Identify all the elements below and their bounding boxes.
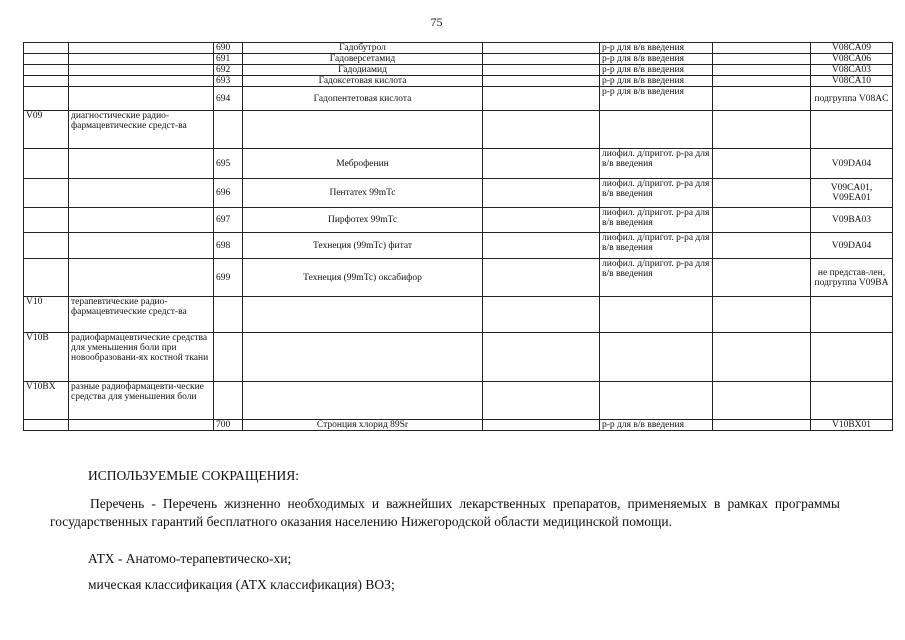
group-desc-cell xyxy=(69,233,214,259)
atc-code-cell: V09CA01, V09EA01 xyxy=(811,179,893,208)
group-desc-cell xyxy=(69,420,214,431)
atc-code-cell: V08CA10 xyxy=(811,76,893,87)
drug-name-cell: Гадопентетовая кислота xyxy=(243,87,483,111)
atc-code-cell xyxy=(811,382,893,420)
drug-number-cell xyxy=(214,111,243,149)
group-code-cell: V10BX xyxy=(24,382,69,420)
dosage-form-cell: р-р для в/в введения xyxy=(600,76,713,87)
drug-name-cell: Технеция (99mTc) фитат xyxy=(243,233,483,259)
table-row xyxy=(24,179,893,208)
group-desc-cell xyxy=(69,76,214,87)
table-row xyxy=(24,43,893,54)
table-row xyxy=(24,149,893,179)
group-desc-cell xyxy=(69,149,214,179)
atc-code-cell: V10BX01 xyxy=(811,420,893,431)
drug-number-cell xyxy=(214,333,243,382)
empty-cell xyxy=(483,259,600,297)
empty-cell xyxy=(483,420,600,431)
atc-code-cell: V08CA06 xyxy=(811,54,893,65)
empty-cell xyxy=(483,333,600,382)
empty-cell xyxy=(713,54,811,65)
drug-name-cell: Меброфенин xyxy=(243,149,483,179)
group-code-cell xyxy=(24,65,69,76)
group-desc-cell xyxy=(69,259,214,297)
drug-number-cell: 696 xyxy=(214,179,243,208)
empty-cell xyxy=(713,149,811,179)
table-row xyxy=(24,333,893,382)
group-code-cell xyxy=(24,179,69,208)
group-desc-cell: терапевтические радио-фармацевтические средст-ва xyxy=(69,297,214,333)
group-code-cell xyxy=(24,54,69,65)
drug-name-cell: Гадоверсетамид xyxy=(243,54,483,65)
dosage-form-cell xyxy=(600,382,713,420)
drug-number-cell xyxy=(214,382,243,420)
dosage-form-cell: р-р для в/в введения xyxy=(600,43,713,54)
atc-code-cell: не представ-лен, подгруппа V09BA xyxy=(811,259,893,297)
atc-code-cell xyxy=(811,111,893,149)
drug-name-cell: Стронция хлорид 89Sr xyxy=(243,420,483,431)
drug-name-cell: Гадоксетовая кислота xyxy=(243,76,483,87)
drug-number-cell: 698 xyxy=(214,233,243,259)
drug-name-cell xyxy=(243,111,483,149)
drug-number-cell: 695 xyxy=(214,149,243,179)
dosage-form-cell: лиофил. д/пригот. р-ра для в/в введения xyxy=(600,208,713,233)
dosage-form-cell xyxy=(600,111,713,149)
drug-number-cell: 691 xyxy=(214,54,243,65)
table-row xyxy=(24,87,893,111)
drug-number-cell: 692 xyxy=(214,65,243,76)
group-desc-cell xyxy=(69,54,214,65)
table-row xyxy=(24,76,893,87)
empty-cell xyxy=(713,382,811,420)
table-row xyxy=(24,420,893,431)
table-row xyxy=(24,65,893,76)
empty-cell xyxy=(483,233,600,259)
drug-name-cell xyxy=(243,382,483,420)
empty-cell xyxy=(483,43,600,54)
atc-code-cell xyxy=(811,333,893,382)
empty-cell xyxy=(483,208,600,233)
empty-cell xyxy=(713,420,811,431)
drug-number-cell: 697 xyxy=(214,208,243,233)
atc-code-cell: подгруппа V08AC xyxy=(811,87,893,111)
drug-number-cell: 699 xyxy=(214,259,243,297)
empty-cell xyxy=(713,259,811,297)
dosage-form-cell: лиофил. д/пригот. р-ра для в/в введения xyxy=(600,233,713,259)
dosage-form-cell: лиофил. д/пригот. р-ра для в/в введения xyxy=(600,179,713,208)
dosage-form-cell: р-р для в/в введения xyxy=(600,420,713,431)
drug-name-cell: Пирфотех 99mTc xyxy=(243,208,483,233)
table-row xyxy=(24,233,893,259)
atc-code-cell: V08CA03 xyxy=(811,65,893,76)
dosage-form-cell xyxy=(600,297,713,333)
empty-cell xyxy=(713,333,811,382)
group-desc-cell xyxy=(69,87,214,111)
group-desc-cell xyxy=(69,208,214,233)
atc-code-cell xyxy=(811,297,893,333)
abbreviation-atc-definition: АТХ - Анатомо-терапевтическо-хи; xyxy=(88,551,292,566)
group-desc-cell xyxy=(69,43,214,54)
drug-name-cell: Технеция (99mTc) оксабифор xyxy=(243,259,483,297)
drug-number-cell: 694 xyxy=(214,87,243,111)
table-row xyxy=(24,208,893,233)
group-code-cell xyxy=(24,87,69,111)
dosage-form-cell: р-р для в/в введения xyxy=(600,87,713,111)
abbreviations-heading: ИСПОЛЬЗУЕМЫЕ СОКРАЩЕНИЯ: xyxy=(88,468,300,483)
drug-name-cell xyxy=(243,333,483,382)
group-code-cell: V09 xyxy=(24,111,69,149)
dosage-form-cell: р-р для в/в введения xyxy=(600,65,713,76)
drug-number-cell: 693 xyxy=(214,76,243,87)
drug-number-cell: 690 xyxy=(214,43,243,54)
group-desc-cell xyxy=(69,65,214,76)
atc-code-cell: V08CA09 xyxy=(811,43,893,54)
empty-cell xyxy=(483,54,600,65)
group-code-cell xyxy=(24,76,69,87)
drug-number-cell xyxy=(214,297,243,333)
empty-cell xyxy=(483,65,600,76)
drug-name-cell: Гадобутрол xyxy=(243,43,483,54)
atc-code-cell: V09DA04 xyxy=(811,233,893,259)
empty-cell xyxy=(483,87,600,111)
drug-name-cell: Пентатех 99mTc xyxy=(243,179,483,208)
abbreviation-list-definition: Перечень - Перечень жизненно необходимых и важнейших лекарственных препаратов, применяемых в рамках программы государственных гарантий бесплатного оказания населению Нижегородской области медицинской помощи. xyxy=(50,496,840,529)
dosage-form-cell xyxy=(600,333,713,382)
atc-code-cell: V09DA04 xyxy=(811,149,893,179)
dosage-form-cell: лиофил. д/пригот. р-ра для в/в введения xyxy=(600,259,713,297)
empty-cell xyxy=(713,179,811,208)
empty-cell xyxy=(713,233,811,259)
empty-cell xyxy=(483,179,600,208)
drug-name-cell: Гадодиамид xyxy=(243,65,483,76)
drug-name-cell xyxy=(243,297,483,333)
group-code-cell xyxy=(24,420,69,431)
table-row xyxy=(24,111,893,149)
table-row xyxy=(24,297,893,333)
dosage-form-cell: лиофил. д/пригот. р-ра для в/в введения xyxy=(600,149,713,179)
empty-cell xyxy=(713,76,811,87)
group-desc-cell xyxy=(69,179,214,208)
empty-cell xyxy=(483,297,600,333)
empty-cell xyxy=(483,111,600,149)
group-code-cell xyxy=(24,259,69,297)
group-desc-cell: диагностические радио-фармацевтические средст-ва xyxy=(69,111,214,149)
drug-number-cell: 700 xyxy=(214,420,243,431)
atc-code-cell: V09BA03 xyxy=(811,208,893,233)
group-desc-cell: радиофармацевтические средства для уменьшения боли при новообразовани-ях костной ткани xyxy=(69,333,214,382)
group-code-cell: V10B xyxy=(24,333,69,382)
empty-cell xyxy=(713,43,811,54)
group-code-cell xyxy=(24,43,69,54)
empty-cell xyxy=(483,382,600,420)
empty-cell xyxy=(483,149,600,179)
empty-cell xyxy=(713,111,811,149)
drug-table xyxy=(23,42,893,431)
empty-cell xyxy=(713,87,811,111)
group-code-cell xyxy=(24,233,69,259)
dosage-form-cell: р-р для в/в введения xyxy=(600,54,713,65)
group-code-cell xyxy=(24,208,69,233)
empty-cell xyxy=(713,65,811,76)
empty-cell xyxy=(713,208,811,233)
page-number: 75 xyxy=(430,15,443,29)
table-row xyxy=(24,259,893,297)
empty-cell xyxy=(483,76,600,87)
abbreviation-atc-continuation: мическая классификация (АТХ классификация) ВОЗ; xyxy=(88,577,395,592)
table-row xyxy=(24,382,893,420)
empty-cell xyxy=(713,297,811,333)
group-desc-cell: разные радиофармацевти-ческие средства для уменьшения боли xyxy=(69,382,214,420)
table-row xyxy=(24,54,893,65)
group-code-cell xyxy=(24,149,69,179)
group-code-cell: V10 xyxy=(24,297,69,333)
